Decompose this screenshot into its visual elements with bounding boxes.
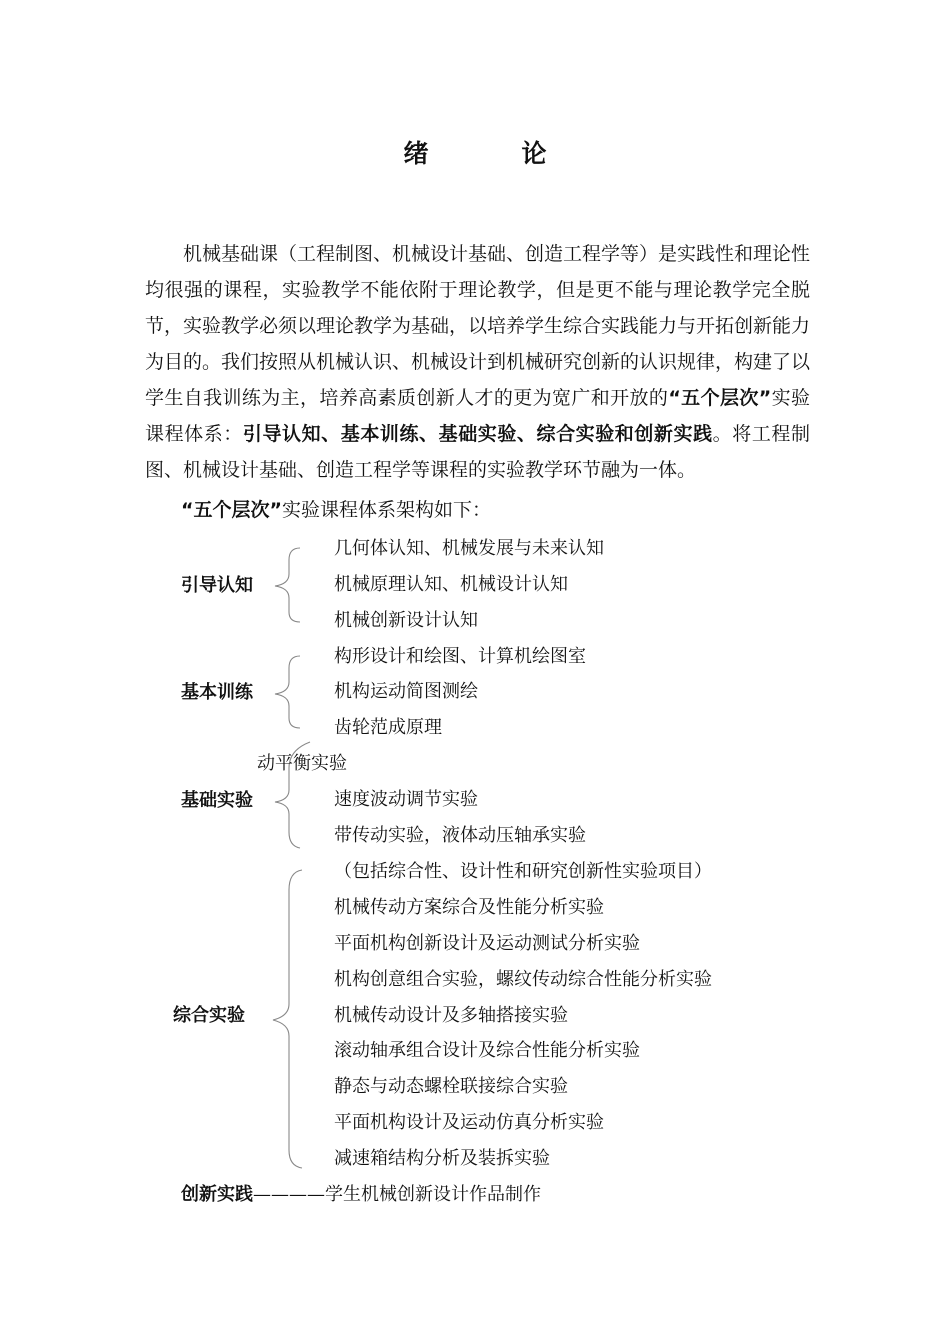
intro-paragraph	[145, 236, 810, 488]
level-item: 减速箱结构分析及装拆实验	[334, 1148, 550, 1169]
level-label-innovation: 创新实践	[181, 1184, 253, 1205]
level-item: 速度波动调节实验	[334, 789, 478, 810]
intro-text-2: 实验课程体系：	[145, 387, 810, 445]
level-item: 动平衡实验	[257, 753, 347, 774]
level-item: 机械传动设计及多轴搭接实验	[334, 1005, 568, 1026]
brace-comprehensive	[273, 870, 302, 1168]
brace-guide	[275, 548, 300, 622]
level-label-basic-experiment: 基础实验	[181, 790, 253, 811]
level-item: 几何体认知、机械发展与未来认知	[334, 538, 604, 559]
level-item: 滚动轴承组合设计及综合性能分析实验	[334, 1040, 640, 1061]
brace-basic-training	[275, 656, 300, 728]
innovation-text: 学生机械创新设计作品制作	[325, 1184, 541, 1205]
level-item: 机构创意组合实验，螺纹传动综合性能分析实验	[334, 969, 712, 990]
innovation-line	[181, 1183, 541, 1207]
level-item: （包括综合性、设计性和研究创新性实验项目）	[334, 861, 712, 882]
intro-bold-five-levels: “五个层次”	[668, 387, 772, 409]
level-item: 平面机构设计及运动仿真分析实验	[334, 1112, 604, 1133]
level-item: 构形设计和绘图、计算机绘图室	[334, 646, 586, 667]
intro-text-3: 。将工程制图、机械设计基础、创造工程学等课程的实验教学环节融为一体。	[145, 423, 810, 481]
intro-text-1: 机械基础课（工程制图、机械设计基础、创造工程学等）是实践性和理论性均很强的课程，实验教学不能依附于理论教学，但是更不能与理论教学完全脱节，实验教学必须以理论教学为基础，以培养学生综合实践能力与开拓创新能力为目的。我们按照从机械认识、机械设计到机械研究创新的认识规律，构建了以学生自我训练为主，培养高素质创新人才的更为宽广和开放的	[145, 243, 811, 409]
level-item: 静态与动态螺栓联接综合实验	[334, 1076, 568, 1097]
level-item: 带传动实验，液体动压轴承实验	[334, 825, 586, 846]
level-item: 机构运动简图测绘	[334, 681, 478, 702]
level-item: 机械原理认知、机械设计认知	[334, 574, 568, 595]
level-label-comprehensive: 综合实验	[173, 1005, 245, 1026]
innovation-dash: ————	[253, 1184, 325, 1205]
intro-bold-level-list: 引导认知、基本训练、基础实验、综合实验和创新实践	[242, 423, 713, 445]
caption-text: 实验课程体系架构如下：	[281, 499, 491, 521]
caption-bold: “五个层次”	[181, 499, 282, 521]
structure-caption	[181, 498, 491, 522]
page-title: 绪 论	[403, 139, 581, 168]
level-item: 机械传动方案综合及性能分析实验	[334, 897, 604, 918]
level-item: 平面机构创新设计及运动测试分析实验	[334, 933, 640, 954]
level-item: 齿轮范成原理	[334, 717, 442, 738]
level-item: 机械创新设计认知	[334, 610, 478, 631]
level-label-guide: 引导认知	[181, 575, 253, 596]
level-label-basic-training: 基本训练	[181, 682, 253, 703]
